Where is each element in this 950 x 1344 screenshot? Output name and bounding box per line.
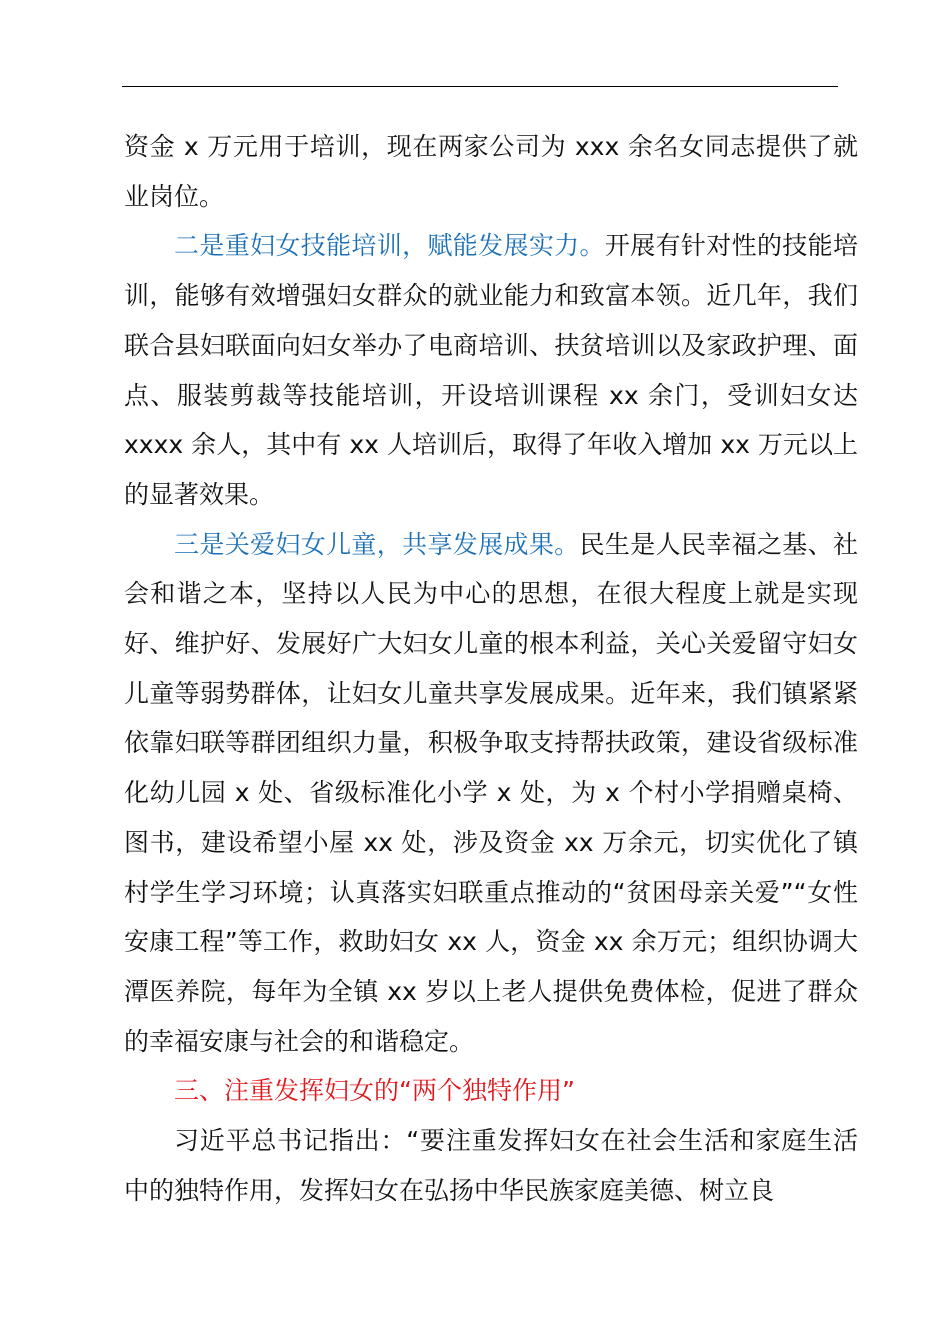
subheading-skills-training: 二是重妇女技能培训，赋能发展实力。 bbox=[174, 231, 605, 261]
subheading-care-women-children: 三是关爱妇女儿童，共享发展成果。 bbox=[174, 529, 580, 559]
paragraph-quote: 习近平总书记指出：“要注重发挥妇女在社会生活和家庭生活中的独特作用，发挥妇女在弘扬中华民族家庭美德、树立良 bbox=[124, 1126, 858, 1205]
section-heading-three: 三、注重发挥妇女的“两个独特作用” bbox=[174, 1076, 575, 1106]
paragraph-care-women-children bbox=[124, 520, 858, 1067]
header-rule bbox=[122, 86, 838, 87]
document-body bbox=[124, 122, 858, 1215]
paragraph-skills-training bbox=[124, 221, 858, 519]
paragraph-continuation: 资金 x 万元用于培训，现在两家公司为 xxx 余名女同志提供了就业岗位。 bbox=[124, 132, 858, 211]
paragraph-skills-training-body: 开展有针对性的技能培训，能够有效增强妇女群众的就业能力和致富本领。近几年，我们联合县妇联面向妇女举办了电商培训、扶贫培训以及家政护理、面点、服装剪裁等技能培训，开设培训课程 xx 余门，受训妇女达 xxxx 余人，其中有 xx 人培训后，取得了年收入增加 xx 万元以上的显著效果。 bbox=[124, 231, 858, 509]
paragraph-care-women-children-body: 民生是人民幸福之基、社会和谐之本，坚持以人民为中心的思想，在很大程度上就是实现好、维护好、发展好广大妇女儿童的根本利益，关心关爱留守妇女儿童等弱势群体，让妇女儿童共享发展成果。近年来，我们镇紧紧依靠妇联等群团组织力量，积极争取支持帮扶政策，建设省级标准化幼儿园 x 处、省级标准化小学 x 处，为 x 个村小学捐赠桌椅、图书，建设希望小屋 xx 处，涉及资金 xx 万余元，切实优化了镇村学生学习环境；认真落实妇联重点推动的“贫困母亲关爱”“女性安康工程”等工作，救助妇女 xx 人，资金 xx 余万元；组织协调大潭医养院，每年为全镇 xx 岁以上老人提供免费体检，促进了群众的幸福安康与社会的和谐稳定。 bbox=[124, 529, 858, 1056]
